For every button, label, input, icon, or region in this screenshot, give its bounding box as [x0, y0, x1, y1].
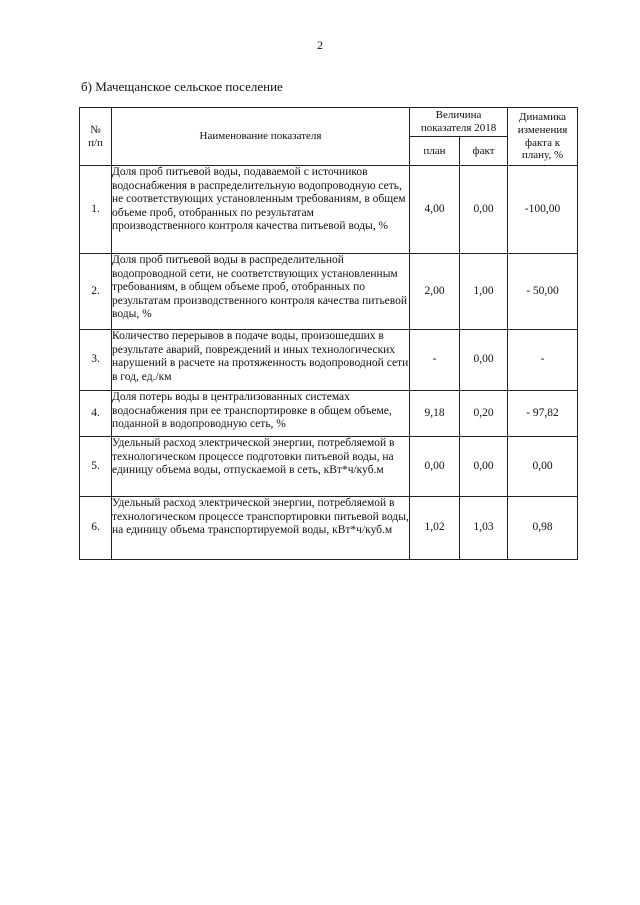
- dynamics-value: -100,00: [508, 166, 578, 254]
- header-dynamics-line2: изменения: [517, 123, 568, 136]
- table-header: [80, 108, 578, 166]
- plan-value: 2,00: [410, 254, 460, 330]
- dynamics-value: -: [508, 330, 578, 391]
- header-indicator-name: Наименование показателя: [112, 108, 410, 166]
- plan-value: 4,00: [410, 166, 460, 254]
- fact-value: 0,20: [460, 391, 508, 437]
- table-body: [80, 166, 578, 560]
- indicator-name: Доля проб питьевой воды, подаваемой с источников водоснабжения в распределительную водопроводную сеть, не соответствующих установленным требованиям, в общем объеме проб, отобранных по результатам производственного контроля качества питьевой воды, %: [112, 166, 410, 254]
- header-value-line2: показателя 2018: [420, 122, 497, 134]
- indicator-name: Доля проб питьевой воды в распределительной водопроводной сети, не соответствующих установленным требованиям, в общем объеме проб, отобранных по результатам производственного контроля качества питьевой воды, %: [112, 254, 410, 330]
- fact-value: 0,00: [460, 330, 508, 391]
- indicator-name: Удельный расход электрической энергии, потребляемой в технологическом процессе транспортировки питьевой воды, на единицу объема транспортируемой воды, кВт*ч/куб.м: [112, 497, 410, 560]
- table-row: [80, 497, 578, 560]
- row-number: 1.: [80, 166, 112, 254]
- plan-value: 0,00: [410, 437, 460, 497]
- dynamics-value: - 50,00: [508, 254, 578, 330]
- dynamics-value: - 97,82: [508, 391, 578, 437]
- plan-value: 9,18: [410, 391, 460, 437]
- indicators-table: [79, 107, 578, 560]
- header-fact: факт: [460, 137, 508, 166]
- header-num-sign: №: [90, 123, 101, 136]
- indicator-name: Удельный расход электрической энергии, потребляемой в технологическом процессе подготовки питьевой воды, на единицу объема воды, отпускаемой в сеть, кВт*ч/куб.м: [112, 437, 410, 497]
- row-number: 4.: [80, 391, 112, 437]
- fact-value: 0,00: [460, 166, 508, 254]
- header-num-abbr: п/п: [88, 136, 103, 149]
- header-plan: план: [410, 137, 460, 166]
- row-number: 6.: [80, 497, 112, 560]
- header-num: [80, 108, 112, 166]
- row-number: 2.: [80, 254, 112, 330]
- row-number: 3.: [80, 330, 112, 391]
- dynamics-value: 0,98: [508, 497, 578, 560]
- row-number: 5.: [80, 437, 112, 497]
- table-row: [80, 437, 578, 497]
- header-dynamics: [508, 108, 578, 166]
- header-value-2018: [410, 108, 508, 137]
- plan-value: -: [410, 330, 460, 391]
- header-value-line1: Величина: [435, 109, 482, 122]
- page-number: 2: [317, 38, 323, 52]
- header-dynamics-line4: плану, %: [521, 149, 564, 162]
- section-title: б) Мачещанское сельское поселение: [81, 79, 283, 94]
- table-row: [80, 391, 578, 437]
- fact-value: 0,00: [460, 437, 508, 497]
- table-row: [80, 166, 578, 254]
- header-dynamics-line3: факта к: [524, 136, 561, 149]
- fact-value: 1,00: [460, 254, 508, 330]
- table-row: [80, 254, 578, 330]
- plan-value: 1,02: [410, 497, 460, 560]
- header-dynamics-line1: Динамика: [518, 111, 567, 124]
- fact-value: 1,03: [460, 497, 508, 560]
- dynamics-value: 0,00: [508, 437, 578, 497]
- indicator-name: Доля потерь воды в централизованных системах водоснабжения при ее транспортировке в общем объеме, поданной в водопроводную сеть, %: [112, 391, 410, 437]
- indicator-name: Количество перерывов в подаче воды, произошедших в результате аварий, повреждений и иных технологических нарушений в расчете на протяженность водопроводной сети в год, ед./км: [112, 330, 410, 391]
- table-row: [80, 330, 578, 391]
